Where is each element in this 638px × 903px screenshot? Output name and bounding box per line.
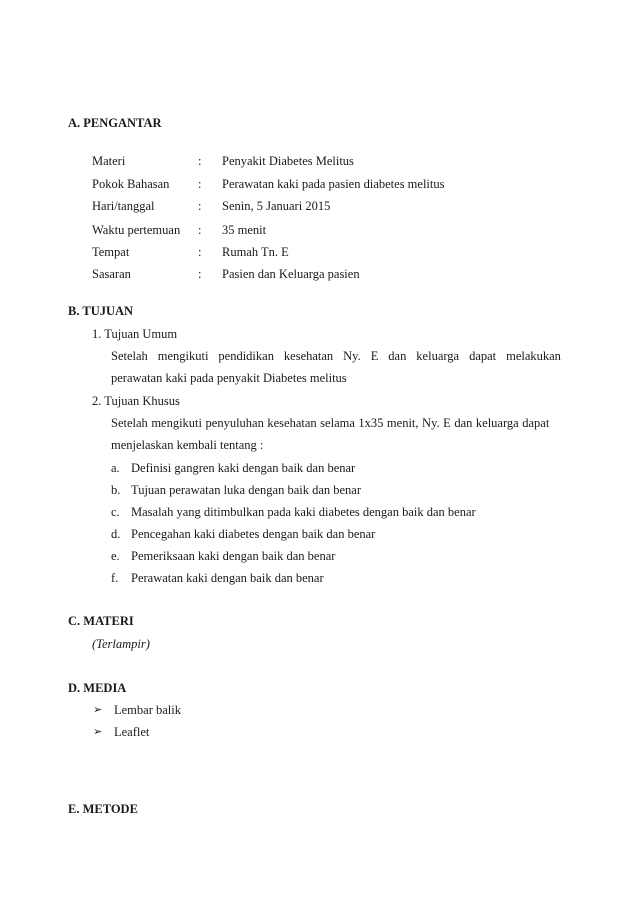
row-separator: :: [198, 199, 202, 213]
row-label: Hari/tanggal: [92, 199, 155, 213]
arrow-bullet-icon: ➢: [93, 726, 103, 738]
heading-media: D. MEDIA: [68, 681, 127, 695]
row-label: Materi: [92, 154, 126, 168]
heading-materi: C. MATERI: [68, 614, 134, 628]
word: dapat: [469, 349, 497, 363]
list-item: Pencegahan kaki diabetes dengan baik dan benar: [131, 527, 376, 541]
list-item: Tujuan perawatan luka dengan baik dan benar: [131, 483, 362, 497]
word: E: [370, 349, 379, 363]
heading-tujuan: B. TUJUAN: [68, 304, 134, 318]
list-marker: b.: [111, 483, 121, 497]
heading-metode: E. METODE: [68, 802, 138, 816]
word: melakukan: [506, 349, 561, 363]
heading-pengantar: A. PENGANTAR: [68, 116, 162, 130]
word: dan: [388, 349, 407, 363]
row-separator: :: [198, 267, 202, 281]
row-value: Senin, 5 Januari 2015: [222, 199, 331, 213]
row-value: Pasien dan Keluarga pasien: [222, 267, 360, 281]
list-item: Pemeriksaan kaki dengan baik dan benar: [131, 549, 336, 563]
list-marker: c.: [111, 505, 120, 519]
row-label: Waktu pertemuan: [92, 223, 181, 237]
row-value: 35 menit: [222, 223, 267, 237]
word: Ny.: [343, 349, 361, 363]
tujuan-khusus-title: 2. Tujuan Khusus: [92, 394, 180, 408]
media-item: Leaflet: [114, 725, 150, 739]
list-item: Perawatan kaki dengan baik dan benar: [131, 571, 324, 585]
list-item: Masalah yang ditimbulkan pada kaki diabetes dengan baik dan benar: [131, 505, 476, 519]
list-marker: e.: [111, 549, 120, 563]
row-separator: :: [198, 154, 202, 168]
word: pendidikan: [218, 349, 274, 363]
tujuan-khusus-line1: Setelah mengikuti penyuluhan kesehatan selama 1x35 menit, Ny. E dan keluarga dapat: [111, 416, 550, 430]
row-value: Penyakit Diabetes Melitus: [222, 154, 354, 168]
word: mengikuti: [157, 349, 209, 363]
row-value: Rumah Tn. E: [222, 245, 289, 259]
media-item: Lembar balik: [114, 703, 181, 717]
list-marker: a.: [111, 461, 120, 475]
row-label: Pokok Bahasan: [92, 177, 170, 191]
row-label: Tempat: [92, 245, 130, 259]
word: keluarga: [416, 349, 460, 363]
row-label: Sasaran: [92, 267, 131, 281]
list-item: Definisi gangren kaki dengan baik dan benar: [131, 461, 356, 475]
tujuan-khusus-line2: menjelaskan kembali tentang :: [111, 438, 264, 452]
arrow-bullet-icon: ➢: [93, 704, 103, 716]
row-separator: :: [198, 245, 202, 259]
list-marker: f.: [111, 571, 119, 585]
tujuan-umum-line2: perawatan kaki pada penyakit Diabetes melitus: [111, 371, 347, 385]
materi-note: (Terlampir): [92, 637, 150, 651]
word: Setelah: [111, 349, 148, 363]
row-separator: :: [198, 177, 202, 191]
word: kesehatan: [283, 349, 334, 363]
row-separator: :: [198, 223, 202, 237]
list-marker: d.: [111, 527, 121, 541]
tujuan-umum-line1: [111, 348, 561, 364]
row-value: Perawatan kaki pada pasien diabetes melitus: [222, 177, 445, 191]
tujuan-umum-title: 1. Tujuan Umum: [92, 327, 178, 341]
